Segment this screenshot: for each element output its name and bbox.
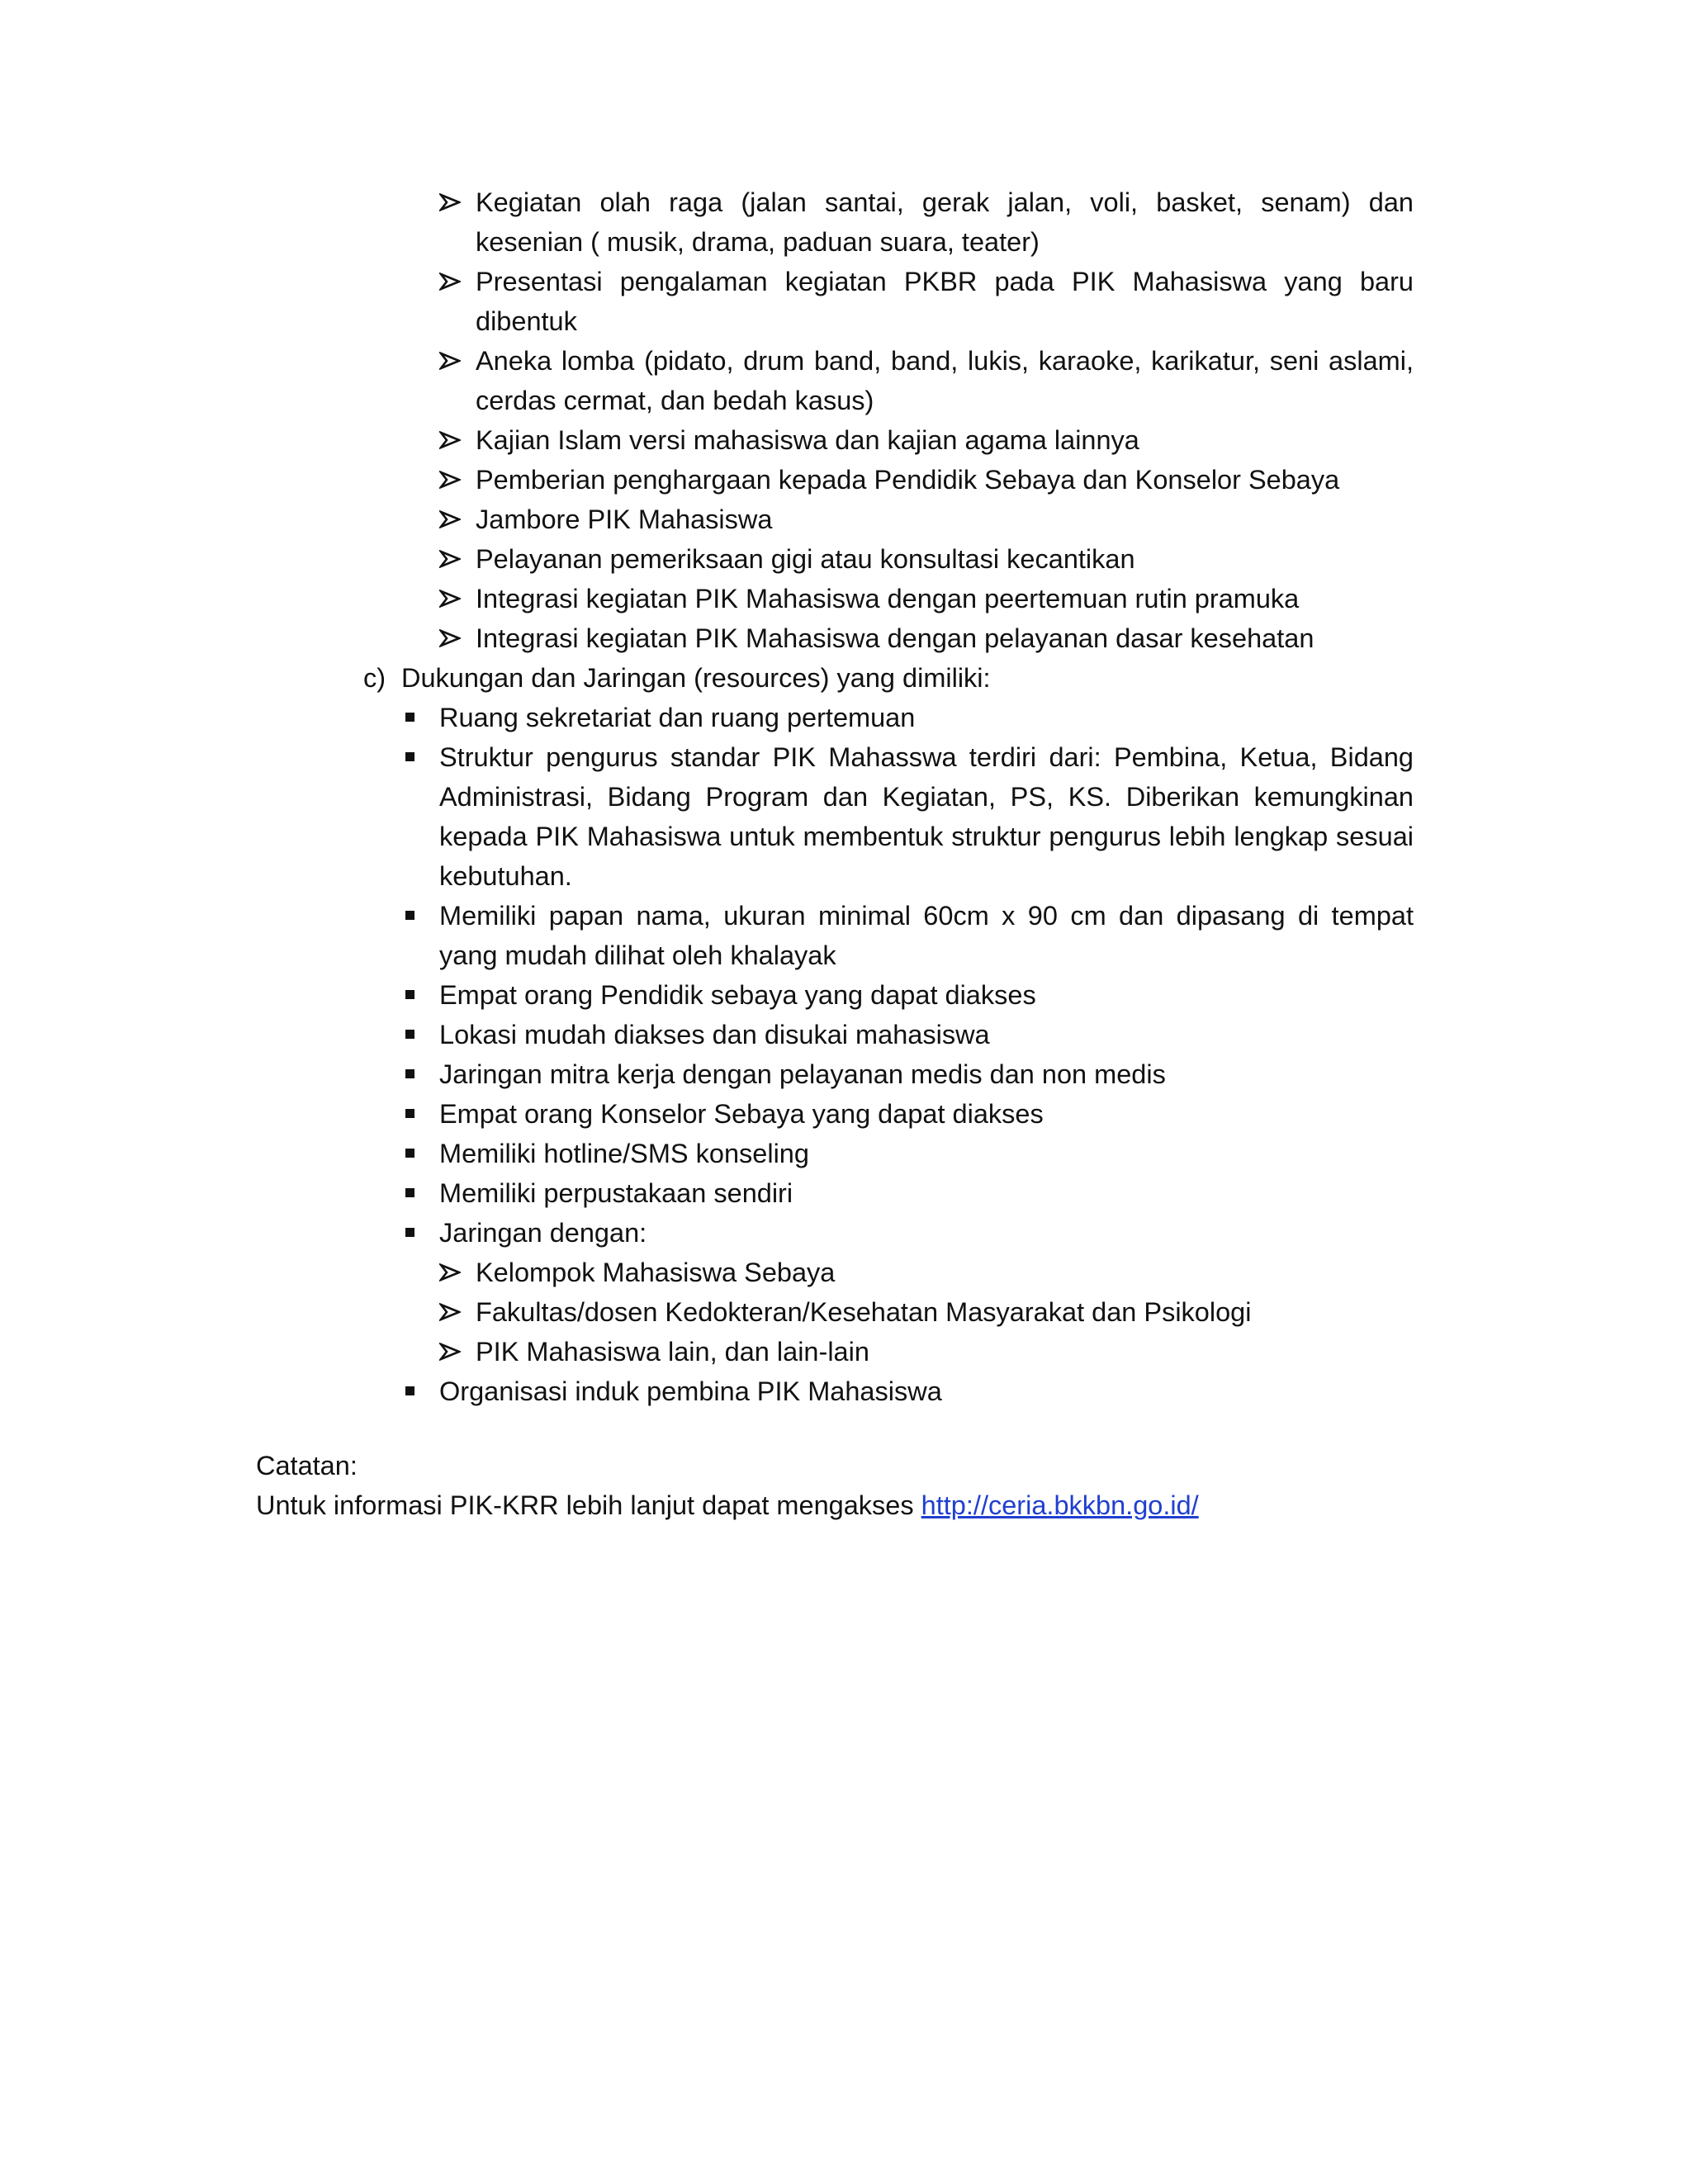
list-item-text: Pemberian penghargaan kepada Pendidik Sebaya dan Konselor Sebaya (476, 465, 1340, 495)
list-item-text: Presentasi pengalaman kegiatan PKBR pada PIK Mahasiswa yang baru dibentuk (476, 267, 1414, 336)
list-item-text: Empat orang Konselor Sebaya yang dapat diakses (439, 1099, 1044, 1129)
list-item-text: Jambore PIK Mahasiswa (476, 505, 773, 534)
arrow-bullet-icon (439, 500, 464, 539)
list-item (402, 1372, 1414, 1411)
list-item-text: Memiliki papan nama, ukuran minimal 60cm x 90 cm dan dipasang di tempat yang mudah dilihat oleh khalayak (439, 901, 1414, 970)
square-bullet-icon (405, 1030, 414, 1039)
section-c (363, 658, 1414, 1411)
section-marker: c) (363, 663, 386, 693)
list-item (439, 420, 1414, 460)
list-item-text: Kegiatan olah raga (jalan santai, gerak jalan, voli, basket, senam) dan kesenian ( musik, drama, paduan suara, teater) (476, 187, 1414, 257)
list-item-text: Ruang sekretariat dan ruang pertemuan (439, 703, 916, 732)
list-item-text: Empat orang Pendidik sebaya yang dapat diakses (439, 980, 1036, 1010)
resources-list (402, 698, 1414, 1411)
list-item (402, 1213, 1414, 1372)
square-bullet-icon (405, 1109, 414, 1118)
arrow-bullet-icon (439, 262, 464, 301)
square-bullet-icon (405, 713, 414, 722)
list-item-text: Fakultas/dosen Kedokteran/Kesehatan Masyarakat dan Psikologi (476, 1297, 1252, 1327)
list-item (402, 1173, 1414, 1213)
list-item (402, 737, 1414, 896)
list-item (439, 579, 1414, 618)
list-item (439, 182, 1414, 262)
list-item (402, 698, 1414, 737)
list-item-text: Jaringan mitra kerja dengan pelayanan medis dan non medis (439, 1059, 1166, 1089)
activities-list (439, 182, 1414, 658)
list-item (439, 539, 1414, 579)
list-item-text: Aneka lomba (pidato, drum band, band, lukis, karaoke, karikatur, seni aslami, cerdas cermat, dan bedah kasus) (476, 346, 1414, 415)
list-item-text: Integrasi kegiatan PIK Mahasiswa dengan peertemuan rutin pramuka (476, 584, 1300, 614)
arrow-bullet-icon (439, 460, 464, 500)
section-c-heading (363, 658, 1414, 698)
list-item (439, 618, 1414, 658)
arrow-bullet-icon (439, 341, 464, 381)
note-text: Untuk informasi PIK-KRR lebih lanjut dapat mengakses (256, 1490, 921, 1520)
note-title: Catatan: (256, 1451, 358, 1480)
list-item (402, 1134, 1414, 1173)
square-bullet-icon (405, 1386, 414, 1395)
arrow-bullet-icon (439, 539, 464, 579)
info-link[interactable]: http://ceria.bkkbn.go.id/ (921, 1490, 1199, 1520)
arrow-bullet-icon (439, 579, 464, 618)
square-bullet-icon (405, 990, 414, 999)
list-item-text: Pelayanan pemeriksaan gigi atau konsultasi kecantikan (476, 544, 1135, 574)
list-item-text: Memiliki hotline/SMS konseling (439, 1139, 809, 1168)
arrow-bullet-icon (439, 420, 464, 460)
square-bullet-icon (405, 1228, 414, 1237)
list-item (402, 1094, 1414, 1134)
square-bullet-icon (405, 1149, 414, 1158)
arrow-bullet-icon (439, 1253, 464, 1292)
list-item (402, 975, 1414, 1015)
list-item-text: Organisasi induk pembina PIK Mahasiswa (439, 1376, 942, 1406)
section-heading-text: Dukungan dan Jaringan (resources) yang dimiliki: (401, 663, 991, 693)
list-item (439, 1253, 1414, 1292)
list-item (402, 1054, 1414, 1094)
list-item-text: Jaringan dengan: (439, 1218, 647, 1248)
list-item (439, 262, 1414, 341)
list-item-text: Memiliki perpustakaan sendiri (439, 1178, 793, 1208)
list-item (439, 1332, 1414, 1372)
arrow-bullet-icon (439, 1332, 464, 1372)
network-sublist (439, 1253, 1414, 1372)
square-bullet-icon (405, 911, 414, 920)
square-bullet-icon (405, 1188, 414, 1197)
note-section (256, 1446, 1412, 1525)
arrow-bullet-icon (439, 182, 464, 222)
arrow-bullet-icon (439, 618, 464, 658)
list-item-text: Kajian Islam versi mahasiswa dan kajian agama lainnya (476, 425, 1139, 455)
square-bullet-icon (405, 752, 414, 761)
list-item-text: Integrasi kegiatan PIK Mahasiswa dengan pelayanan dasar kesehatan (476, 623, 1314, 653)
list-item (402, 896, 1414, 975)
note-line (256, 1485, 1412, 1525)
list-item (439, 500, 1414, 539)
list-item-text: PIK Mahasiswa lain, dan lain-lain (476, 1337, 869, 1367)
list-item (402, 1015, 1414, 1054)
list-item (439, 1292, 1414, 1332)
list-item (439, 341, 1414, 420)
list-item (439, 460, 1414, 500)
arrow-bullet-icon (439, 1292, 464, 1332)
list-item-text: Struktur pengurus standar PIK Mahasswa terdiri dari: Pembina, Ketua, Bidang Administrasi, Bidang Program dan Kegiatan, PS, KS. Diberikan kemungkinan kepada PIK Mahasiswa untuk membentuk struktur pengurus lebih lengkap sesuai kebutuhan. (439, 742, 1414, 891)
square-bullet-icon (405, 1069, 414, 1078)
list-item-text: Kelompok Mahasiswa Sebaya (476, 1258, 836, 1287)
list-item-text: Lokasi mudah diakses dan disukai mahasiswa (439, 1020, 990, 1049)
